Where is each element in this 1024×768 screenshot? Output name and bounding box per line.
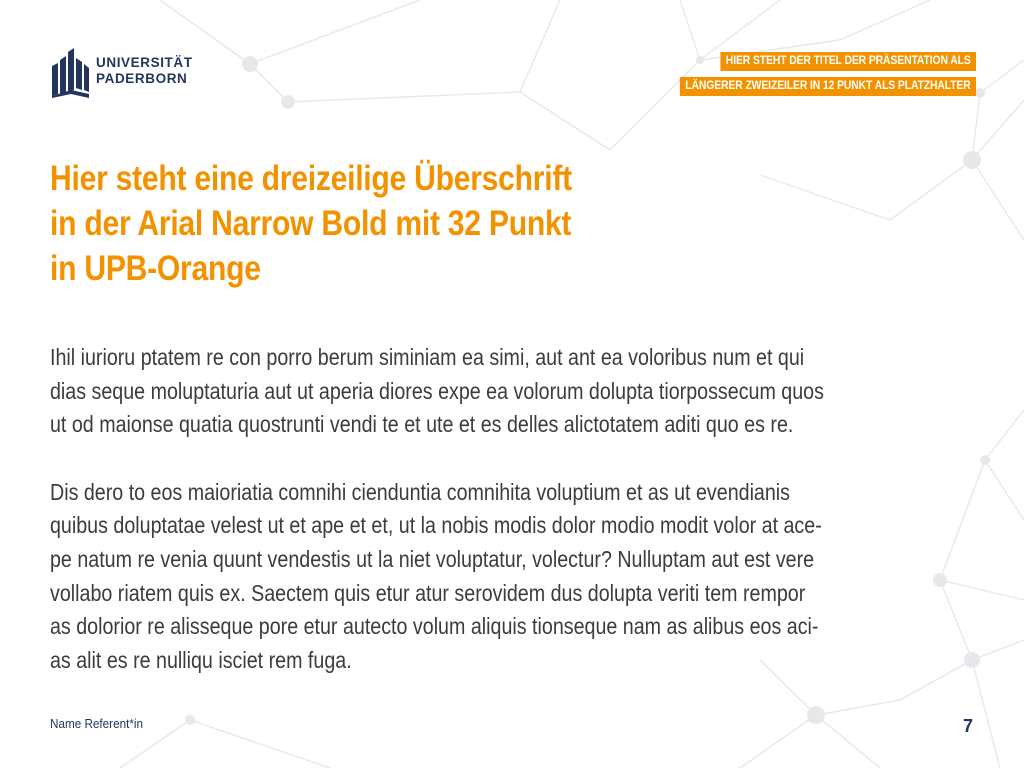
body-line: ut od maionse quatia quostrunti vendi te et ute et es delles alictotatem aditi quo es re. (50, 411, 794, 438)
heading-line: Hier steht eine dreizeilige Überschrift (50, 159, 572, 198)
university-logo-icon (50, 44, 90, 98)
body-line: Dis dero to eos maioriatia comnihi cienduntia comnihita voluptium et as ut evendianis (50, 478, 791, 505)
slide-heading (50, 156, 810, 291)
body-line: dias seque moluptaturia aut ut aperia diores expe ea volorum dolupta tiorpossecum quos (50, 377, 824, 404)
presentation-title-line-1: HIER STEHT DER TITEL DER PRÄSENTATION ALS (720, 52, 976, 71)
body-line: vollabo riatem quis ex. Saectem quis etur atur serovidem dus dolupta veriti tem rempor (50, 579, 806, 606)
slide-body (50, 341, 1010, 711)
footer-referent: Name Referent*in (50, 716, 143, 731)
body-line: quibus doluptatae velest ut et ape et et, ut la nobis modis dolor modio modit volor at ace- (50, 512, 822, 539)
presentation-title-line-2: LÄNGERER ZWEIZEILER IN 12 PUNKT ALS PLATZHALTER (680, 77, 976, 96)
body-line: Ihil iurioru ptatem re con porro berum siminiam ea simi, aut ant ea voloribus num et qui (50, 344, 805, 370)
body-line: as dolorior re alisseque pore etur autecto volum aliquis tionseque nam as alibus eos aci- (50, 613, 819, 640)
body-line: as alit es re nulliqu isciet rem fuga. (50, 646, 352, 673)
presentation-title (647, 52, 976, 96)
heading-line: in UPB-Orange (50, 249, 261, 288)
body-paragraph-2 (50, 476, 1010, 678)
body-line: pe natum re venia quunt vendestis ut la niet voluptatur, volectur? Nulluptam aut est vere (50, 545, 815, 572)
university-logo (50, 44, 193, 98)
body-paragraph-1 (50, 341, 1010, 442)
page-number: 7 (962, 716, 973, 736)
heading-line: in der Arial Narrow Bold mit 32 Punkt (50, 204, 572, 243)
university-logo-text (96, 55, 193, 87)
logo-line-university: UNIVERSITÄT (96, 55, 193, 70)
logo-line-paderborn: PADERBORN (96, 71, 188, 86)
